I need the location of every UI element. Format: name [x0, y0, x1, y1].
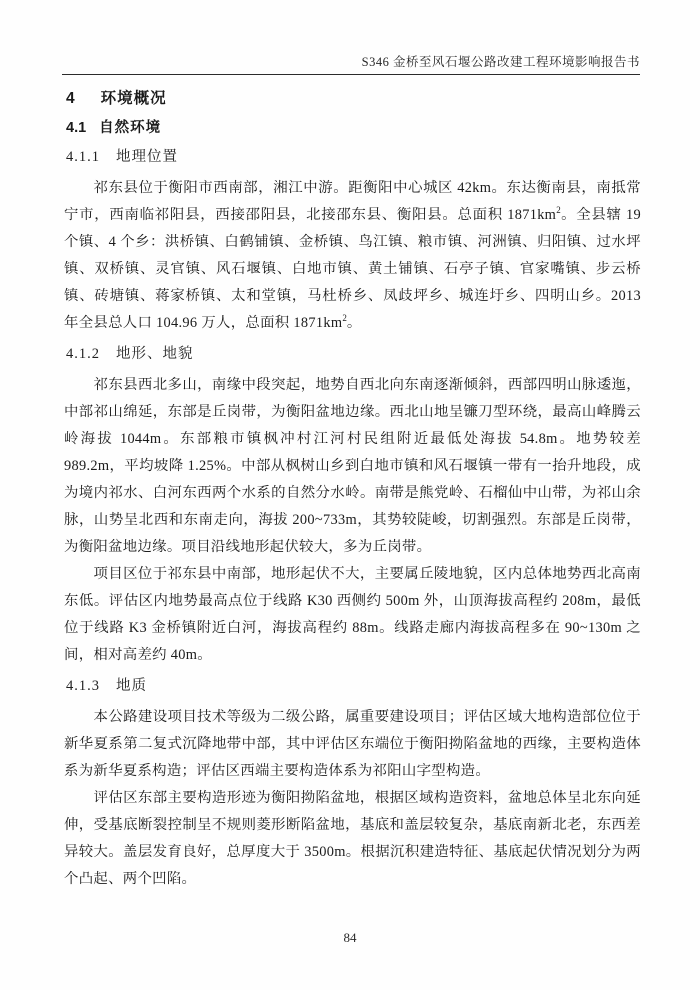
section-number: 4.1.1 — [66, 149, 100, 165]
page-footer — [0, 930, 700, 946]
paragraph-terrain-1: 祁东县西北多山，南缘中段突起，地势自西北向东南逐渐倾斜，西部四明山脉逶迤，中部祁山绵延，东部是丘岗带，为衡阳盆地边缘。西北山地呈镰刀型环绕，最高山峰腾云岭海拔 1044m。东部粮市镇枫冲村江河村民组附近最低处海拔 54.8m。地势较差 989.2m，平均坡降 1.25%。中部从枫树山乡到白地市镇和风石堰镇一带有一抬升地段，成为境内祁水、白河东西两个水系的自然分水岭。南带是熊党岭、石榴仙中山带，为祁山余脉，山势呈北西和东南走向，海拔 200~733m，其势较陡峻，切割强烈。东部是丘岗带，为衡阳盆地边缘。项目沿线地形起伏较大，多为丘岗带。 — [64, 377, 641, 555]
paragraph-geology-2: 评估区东部主要构造形迹为衡阳拗陷盆地，根据区域构造资料，盆地总体呈北东向延伸，受基底断裂控制呈不规则菱形断陷盆地，基底和盖层较复杂，基底南新北老，东西差异较大。盖层发育良好，总厚度大于 3500m。根据沉积建造特征、基底起伏情况划分为两个凸起、两个凹陷。 — [64, 790, 641, 887]
page-content — [64, 88, 641, 893]
superscript: 2 — [556, 205, 561, 216]
section-title: 地理位置 — [116, 149, 178, 165]
section-heading-4-1 — [66, 119, 641, 138]
section-title: 地质 — [116, 678, 147, 694]
running-header — [62, 54, 640, 75]
page-number: 84 — [343, 930, 357, 945]
section-number: 4.1.2 — [66, 346, 100, 362]
section-title: 环境概况 — [100, 90, 167, 107]
section-heading-4-1-1 — [66, 148, 641, 167]
text-run: 。 — [346, 315, 362, 331]
section-number: 4.1 — [66, 120, 87, 136]
text-run: 祁东县位于衡阳市西南部，湘江中游。距衡阳中心城区 42km。东达衡南县，南抵常宁市，西南临祁阳县，西接邵阳县，北接邵东县、衡阳县。总面积 1871km — [64, 180, 641, 223]
section-number: 4 — [66, 90, 75, 107]
paragraph-geology-1: 本公路建设项目技术等级为二级公路，属重要建设项目；评估区域大地构造部位位于新华夏系第二复式沉降地带中部，其中评估区东端位于衡阳拗陷盆地的西缘，主要构造体系为新华夏系构造；评估区西端主要构造体系为祁阳山字型构造。 — [64, 709, 641, 779]
section-heading-4 — [66, 88, 641, 109]
section-title: 自然环境 — [99, 120, 162, 136]
paragraph-geography — [64, 175, 641, 337]
section-heading-4-1-3 — [66, 677, 641, 696]
report-title: S346 金桥至风石堰公路改建工程环境影响报告书 — [361, 55, 640, 69]
section-number: 4.1.3 — [66, 678, 100, 694]
section-title: 地形、地貌 — [116, 346, 194, 362]
paragraph-terrain-2: 项目区位于祁东县中南部，地形起伏不大，主要属丘陵地貌，区内总体地势西北高南东低。评估区内地势最高点位于线路 K30 西侧约 500m 外，山顶海拔高程约 208m，最低位于线路 K3 金桥镇附近白河，海拔高程约 88m。线路走廊内海拔高程多在 90~130m 之间，相对高差约 40m。 — [64, 566, 641, 663]
text-run: 。全县辖 19 个镇、4 个乡：洪桥镇、白鹤铺镇、金桥镇、鸟江镇、粮市镇、河洲镇、归阳镇、过水坪镇、双桥镇、灵官镇、风石堰镇、白地市镇、黄土铺镇、石亭子镇、官家嘴镇、步云桥镇、砖塘镇、蒋家桥镇、太和堂镇，马杜桥乡、凤歧坪乡、城连圩乡、四明山乡。2013 年全县总人口 104.96 万人，总面积 1871km — [64, 207, 641, 331]
superscript: 2 — [342, 313, 347, 324]
section-heading-4-1-2 — [66, 345, 641, 364]
